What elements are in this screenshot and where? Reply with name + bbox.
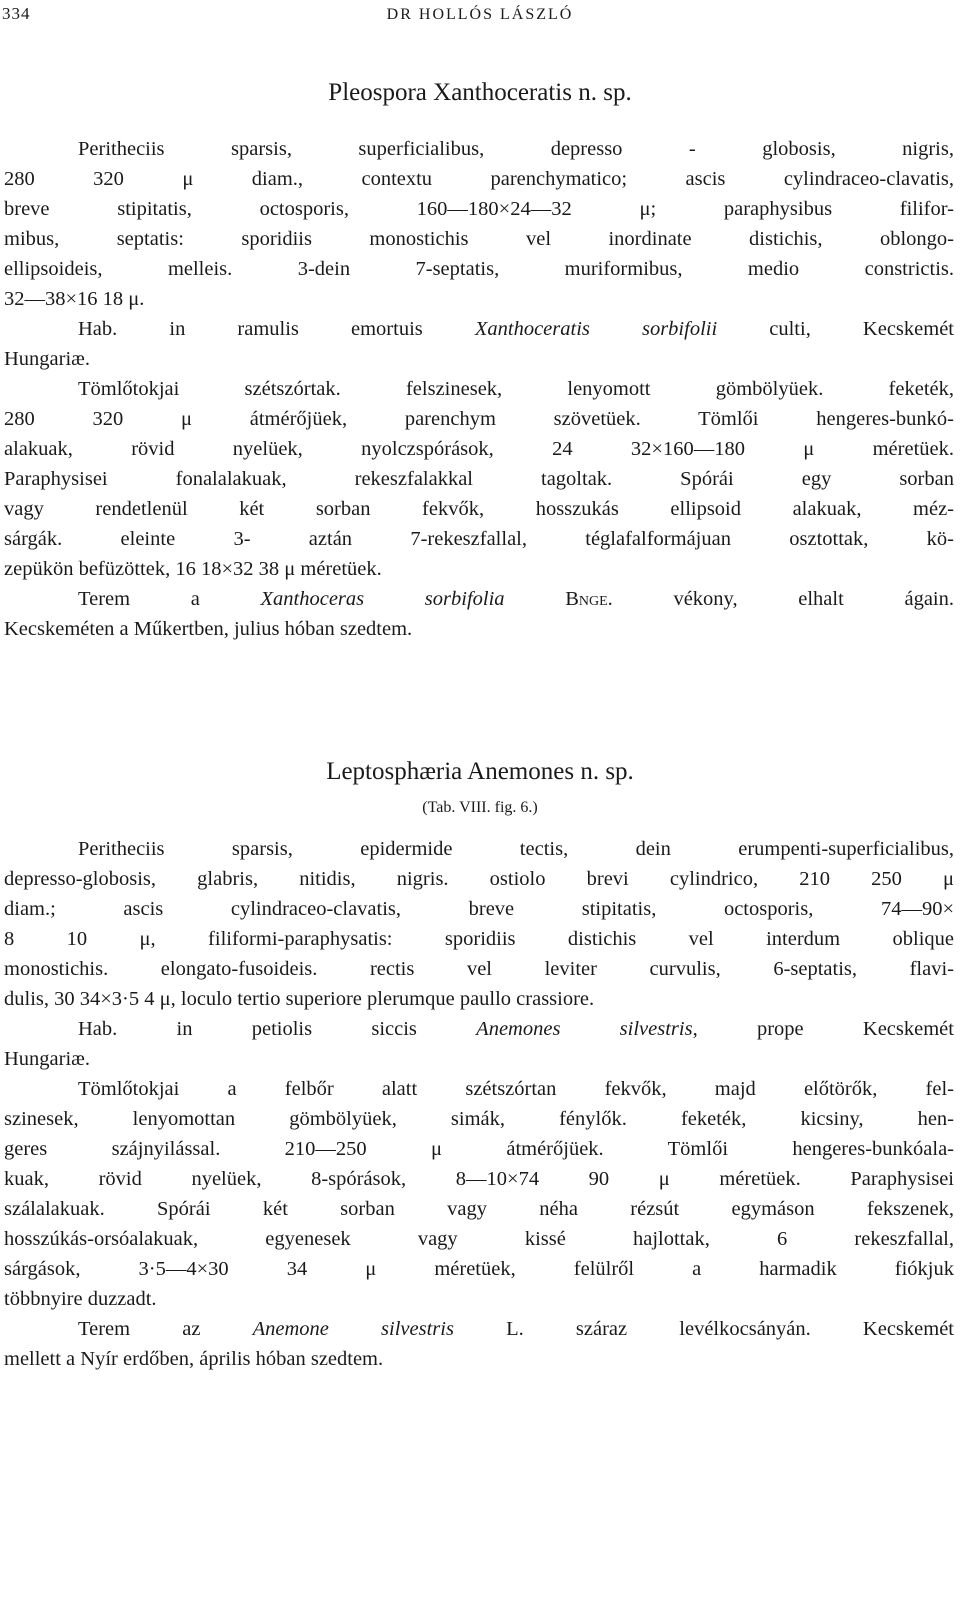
latin-description-leptosphaeria bbox=[4, 834, 954, 1014]
habitat-text: Hab. in ramulis emortuis bbox=[78, 318, 475, 340]
habitat-text: culti, Kecskemét bbox=[717, 318, 954, 340]
text-line: sárgások, 3·5—4×30 34 μ méretüek, felülről a harmadik fiókjuk bbox=[4, 1258, 954, 1280]
text-line: Tömlőtokjai szétszórtak. felszinesek, lenyomott gömbölyüek. feketék, bbox=[78, 378, 954, 400]
text-line: sárgák. eleinte 3- aztán 7-rekeszfallal, téglafalformájuan osztottak, kö- bbox=[4, 528, 954, 550]
host-plant-name: Xanthoceras sorbifolia bbox=[260, 588, 505, 610]
text-line: depresso-globosis, glabris, nitidis, nigris. ostiolo brevi cylindrico, 210 250 μ bbox=[4, 868, 954, 890]
text-line bbox=[4, 314, 954, 344]
host-plant-name: Anemones silvestris bbox=[476, 1018, 693, 1040]
collection-note-leptosphaeria bbox=[4, 1314, 954, 1374]
text-line: kuak, rövid nyelüek, 8-spórások, 8—10×74 90 μ méretüek. Paraphysisei bbox=[4, 1168, 954, 1190]
text-line: Kecskeméten a Műkertben, julius hóban szedtem. bbox=[4, 618, 413, 640]
text-line: Paraphysisei fonalalakuak, rekeszfalakkal tagoltak. Spórái egy sorban bbox=[4, 468, 954, 490]
text-line: 280 320 μ diam., contextu parenchymatico; ascis cylindraceo-clavatis, bbox=[4, 168, 954, 190]
collection-note-pleospora bbox=[4, 584, 954, 644]
text-line: monostichis. elongato-fusoideis. rectis vel leviter curvulis, 6-septatis, flavi- bbox=[4, 958, 954, 980]
text-line: mellett a Nyír erdőben, április hóban szedtem. bbox=[4, 1348, 384, 1370]
text-line: hosszúkás-orsóalakuak, egyenesek vagy kissé hajlottak, 6 rekeszfallal, bbox=[4, 1228, 954, 1250]
text-line: 8 10 μ, filiformi-paraphysatis: sporidiis distichis vel interdum oblique bbox=[4, 928, 954, 950]
text-line: Peritheciis sparsis, epidermide tectis, dein erumpenti-superficialibus, bbox=[78, 838, 954, 860]
habitat-text: Hab. in petiolis siccis bbox=[78, 1018, 477, 1040]
text-line: zepükön befüzöttek, 16 18×32 38 μ méretüek. bbox=[4, 558, 382, 580]
host-plant-name: Xanthoceratis sorbifolii bbox=[474, 318, 718, 340]
species-title-leptosphaeria: Leptosphæria Anemones n. sp. bbox=[326, 758, 634, 785]
author-abbreviation: Bnge bbox=[565, 588, 608, 610]
plate-reference: (Tab. VIII. fig. 6.) bbox=[422, 799, 538, 816]
host-plant-name: Anemone silvestris bbox=[252, 1318, 454, 1340]
text-line: Tömlőtokjai a felbőr alatt szétszórtan fekvők, majd előtörők, fel- bbox=[78, 1078, 954, 1100]
collection-text: Terem az bbox=[78, 1318, 253, 1340]
species-title-pleospora: Pleospora Xanthoceratis n. sp. bbox=[328, 79, 632, 106]
collection-text: Terem a bbox=[78, 588, 261, 610]
text-line: 32—38×16 18 μ. bbox=[4, 288, 145, 310]
text-line: breve stipitatis, octosporis, 160—180×24—32 μ; paraphysibus filifor- bbox=[4, 198, 954, 220]
text-line: szálalakuak. Spórái két sorban vagy néha rézsút egymáson fekszenek, bbox=[4, 1198, 954, 1220]
running-head: DR HOLLÓS LÁSZLÓ bbox=[386, 6, 574, 23]
text-line: 280 320 μ átmérőjüek, parenchym szövetüek. Tömlői hengeres-bunkó- bbox=[4, 408, 954, 430]
habitat-leptosphaeria bbox=[4, 1014, 954, 1074]
hungarian-description-leptosphaeria bbox=[4, 1074, 954, 1314]
text-line: diam.; ascis cylindraceo-clavatis, breve stipitatis, octosporis, 74—90× bbox=[4, 898, 954, 920]
text-line: többnyire duzzadt. bbox=[4, 1288, 157, 1310]
text-line: ellipsoideis, melleis. 3-dein 7-septatis, muriformibus, medio constrictis. bbox=[4, 258, 954, 280]
collection-text: L. száraz levélkocsányán. Kecskemét bbox=[453, 1318, 954, 1340]
collection-text: . vékony, elhalt ágain. bbox=[607, 588, 954, 610]
habitat-pleospora bbox=[4, 314, 954, 374]
text-line bbox=[4, 1014, 954, 1044]
text-line: Hungariæ. bbox=[4, 1048, 90, 1070]
text-line: geres szájnyilással. 210—250 μ átmérőjüek. Tömlői hengeres-bunkóala- bbox=[4, 1138, 954, 1160]
text-line: vagy rendetlenül két sorban fekvők, hosszukás ellipsoid alakuak, méz- bbox=[4, 498, 954, 520]
hungarian-description-pleospora bbox=[4, 374, 954, 584]
text-line: mibus, septatis: sporidiis monostichis vel inordinate distichis, oblongo- bbox=[4, 228, 954, 250]
text-line: Hungariæ. bbox=[4, 348, 90, 370]
latin-description-pleospora bbox=[4, 134, 954, 314]
habitat-text: , prope Kecskemét bbox=[692, 1018, 954, 1040]
text-line: alakuak, rövid nyelüek, nyolczspórások, 24 32×160—180 μ méretüek. bbox=[4, 438, 954, 460]
text-line bbox=[4, 584, 954, 614]
text-line: dulis, 30 34×3·5 4 μ, loculo tertio superiore plerumque paullo crassiore. bbox=[4, 988, 595, 1010]
text-line: szinesek, lenyomottan gömbölyüek, simák, fénylők. feketék, kicsiny, hen- bbox=[4, 1108, 954, 1130]
text-line: Peritheciis sparsis, superficialibus, depresso - globosis, nigris, bbox=[78, 138, 954, 160]
text-line bbox=[4, 1314, 954, 1344]
page-number: 334 bbox=[2, 4, 31, 23]
